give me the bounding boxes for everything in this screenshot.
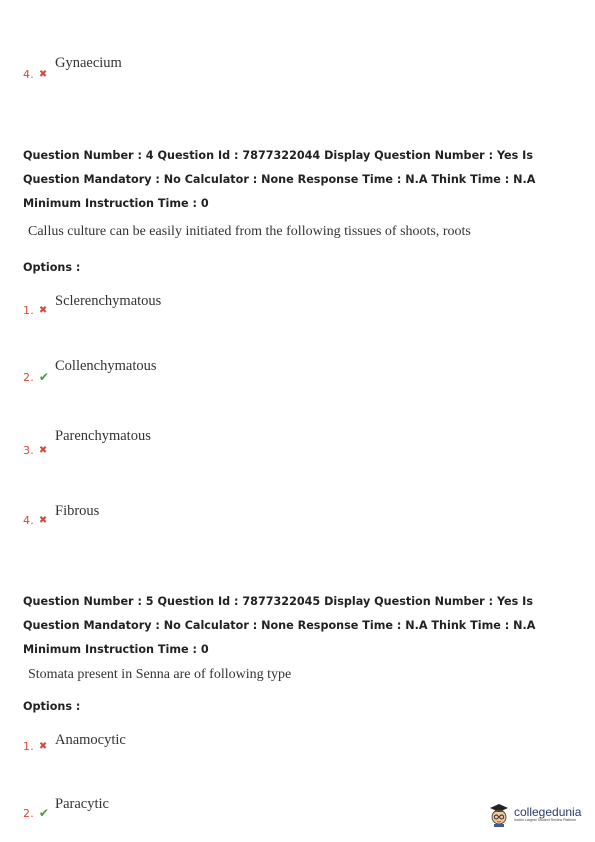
student-mascot-icon: [488, 801, 510, 827]
logo-text: [514, 806, 581, 823]
prev-option-4-number: [23, 68, 47, 81]
question-5-text: Stomata present in Senna are of following type: [28, 667, 292, 682]
prev-option-4-text: Gynaecium: [55, 55, 122, 71]
option-number: 3.: [23, 444, 34, 457]
q5-option-2-text: Paracytic: [55, 796, 109, 812]
logo-name: collegedunia: [514, 804, 582, 819]
logo-tagline: India's Largest Student Review Platform: [514, 817, 577, 822]
check-icon: ✔: [38, 370, 49, 384]
option-number: 4.: [23, 514, 34, 527]
cross-icon: ✖: [38, 445, 48, 456]
question-4-header: Question Number : 4 Question Id : 7877322044 Display Question Number : Yes Is Question Mandatory : No Calculator : None Response Time : N.A Think Time : N.A Minimum Instruction Time : 0: [23, 149, 536, 210]
collegedunia-logo: [488, 801, 581, 827]
cross-icon: ✖: [38, 69, 48, 80]
option-number: 1.: [23, 304, 34, 317]
q5-option-1-number: [23, 740, 47, 753]
q4-option-1-number: [23, 304, 47, 317]
q4-option-3-number: [23, 444, 47, 457]
q4-option-1-text: Sclerenchymatous: [55, 293, 162, 309]
cross-icon: ✖: [38, 515, 48, 526]
check-icon: ✔: [38, 806, 49, 820]
cross-icon: ✖: [38, 305, 48, 316]
option-number: 2.: [23, 370, 34, 384]
q4-option-2-number: [23, 370, 49, 384]
question-4-options-label: Options :: [23, 261, 81, 274]
q4-option-4-text: Fibrous: [55, 503, 100, 519]
q5-option-1-text: Anamocytic: [55, 732, 126, 748]
question-5-header: Question Number : 5 Question Id : 7877322045 Display Question Number : Yes Is Question Mandatory : No Calculator : None Response Time : N.A Think Time : N.A Minimum Instruction Time : 0: [23, 595, 536, 656]
question-5-options-label: Options :: [23, 700, 81, 713]
option-number: 1.: [23, 740, 34, 753]
option-number: 2.: [23, 806, 34, 820]
q4-option-4-number: [23, 514, 47, 527]
q4-option-3-text: Parenchymatous: [55, 428, 151, 444]
option-number: 4.: [23, 68, 34, 81]
q4-option-2-text: Collenchymatous: [55, 358, 157, 374]
question-4-text: Callus culture can be easily initiated from the following tissues of shoots, roots: [28, 224, 471, 239]
cross-icon: ✖: [38, 741, 48, 752]
q5-option-2-number: [23, 806, 49, 820]
